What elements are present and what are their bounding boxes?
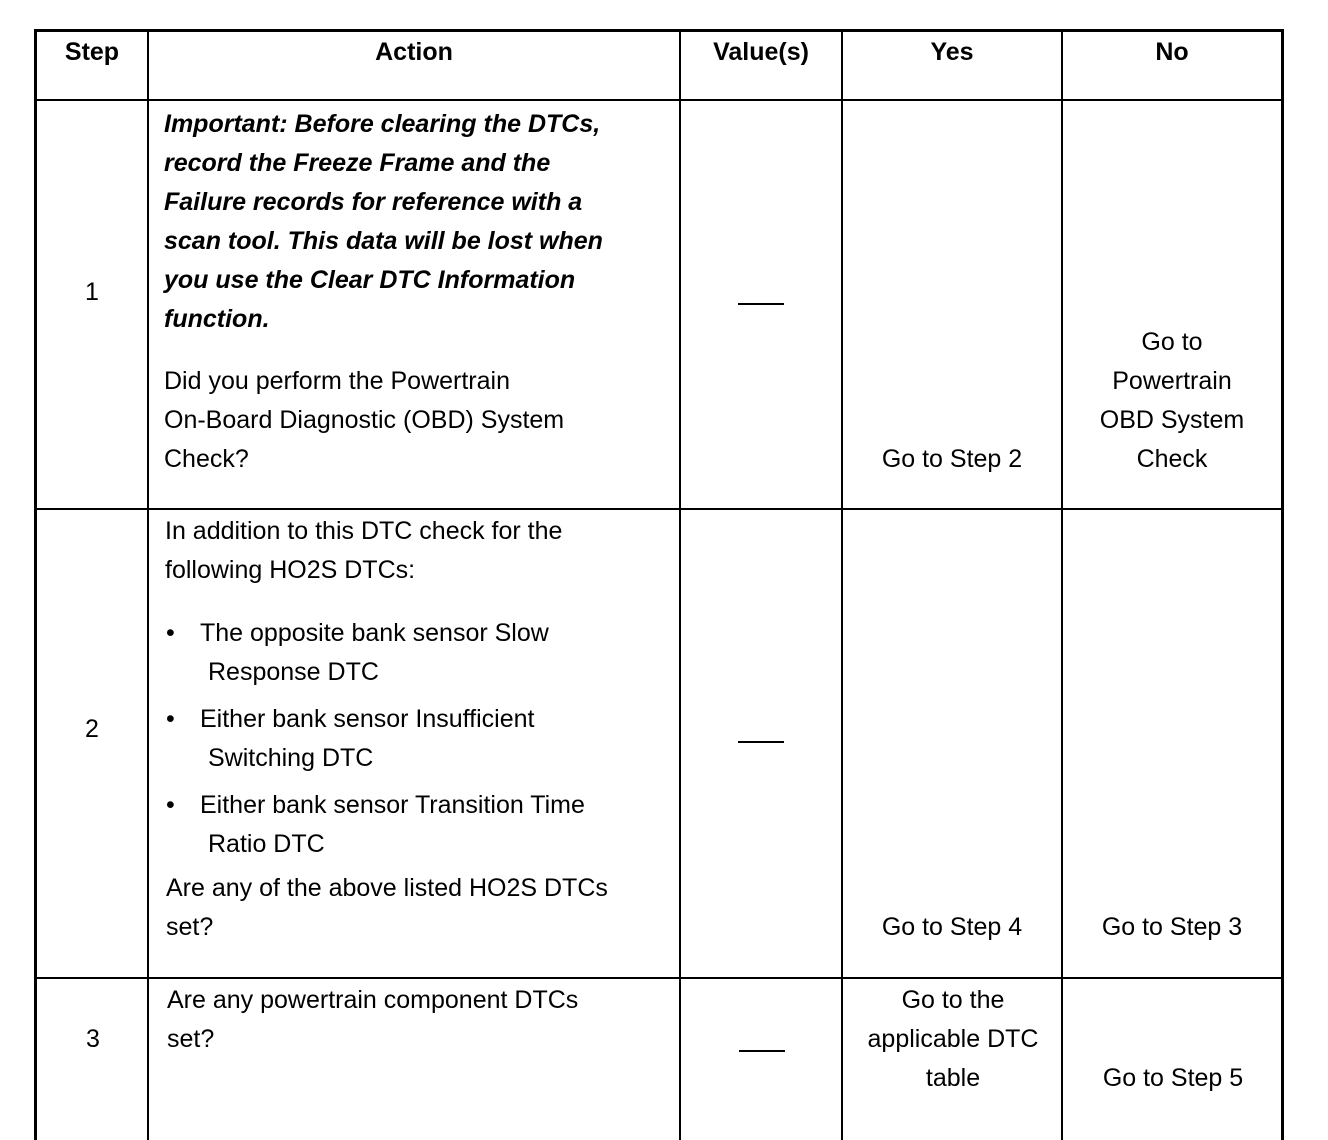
- text-line: Important: Before clearing the DTCs,: [164, 110, 601, 138]
- text-line: function.: [164, 305, 270, 333]
- text-line: Powertrain: [1112, 367, 1232, 395]
- text-line: set?: [166, 913, 214, 941]
- list-item: [166, 700, 676, 778]
- column-divider: [841, 29, 843, 1140]
- row-2-intro: [165, 512, 675, 590]
- bullet-line1: Either bank sensor Insufficient: [200, 705, 535, 733]
- list-item: [166, 786, 676, 864]
- bullet-line2: Ratio DTC: [208, 830, 325, 858]
- row-3-value-dash: [739, 1050, 785, 1052]
- text-line: Check: [1136, 445, 1208, 473]
- row-divider: [34, 99, 1284, 101]
- header-no: No: [1155, 38, 1189, 66]
- row-3-no: Go to Step 5: [1102, 1064, 1244, 1092]
- bullet-icon: •: [166, 705, 175, 733]
- bullet-list: [166, 614, 676, 864]
- bullet-line1: The opposite bank sensor Slow: [200, 619, 549, 647]
- row-1-step: 1: [85, 278, 99, 306]
- row-2-question: [166, 869, 676, 947]
- text-line: scan tool. This data will be lost when: [164, 227, 603, 255]
- text-line: Did you perform the Powertrain: [164, 367, 510, 395]
- row-divider: [34, 977, 1284, 979]
- row-2-bullets: [166, 614, 676, 872]
- text-line: Failure records for reference with a: [164, 188, 583, 216]
- row-2-value-dash: [738, 741, 784, 743]
- text-line: OBD System: [1099, 406, 1245, 434]
- column-divider: [1061, 29, 1063, 1140]
- row-3-step: 3: [86, 1025, 100, 1053]
- text-line: Go to the: [901, 986, 1005, 1014]
- text-line: Check?: [164, 445, 249, 473]
- text-line: you use the Clear DTC Information: [164, 266, 576, 294]
- text-line: record the Freeze Frame and the: [164, 149, 551, 177]
- row-1-important-note: [164, 105, 674, 339]
- text-line: In addition to this DTC check for the: [165, 517, 563, 545]
- text-line: Go to: [1141, 328, 1203, 356]
- header-step: Step: [64, 38, 120, 66]
- row-divider: [34, 508, 1284, 510]
- column-divider: [679, 29, 681, 1140]
- bullet-line1: Either bank sensor Transition Time: [200, 791, 585, 819]
- row-1-no: [1063, 323, 1281, 479]
- row-1-value-dash: [738, 303, 784, 305]
- text-line: set?: [167, 1025, 215, 1053]
- text-line: Are any of the above listed HO2S DTCs: [166, 874, 608, 902]
- bullet-line2: Response DTC: [208, 658, 379, 686]
- list-item: [166, 614, 676, 692]
- row-3-question: [167, 981, 677, 1059]
- header-values: Value(s): [713, 38, 809, 66]
- column-divider: [147, 29, 149, 1140]
- text-line: applicable DTC: [867, 1025, 1039, 1053]
- row-2-no: Go to Step 3: [1101, 913, 1243, 941]
- text-line: Are any powertrain component DTCs: [167, 986, 579, 1014]
- row-2-yes: Go to Step 4: [881, 913, 1023, 941]
- bullet-line2: Switching DTC: [208, 744, 374, 772]
- row-3-yes: [843, 981, 1063, 1098]
- header-action: Action: [375, 38, 453, 66]
- row-1-question: [164, 362, 674, 479]
- text-line: following HO2S DTCs:: [165, 556, 416, 584]
- row-2-step: 2: [85, 715, 99, 743]
- row-1-yes: Go to Step 2: [881, 445, 1023, 473]
- bullet-icon: •: [166, 619, 175, 647]
- bullet-icon: •: [166, 791, 175, 819]
- text-line: On-Board Diagnostic (OBD) System: [164, 406, 565, 434]
- header-yes: Yes: [930, 38, 974, 66]
- text-line: table: [925, 1064, 981, 1092]
